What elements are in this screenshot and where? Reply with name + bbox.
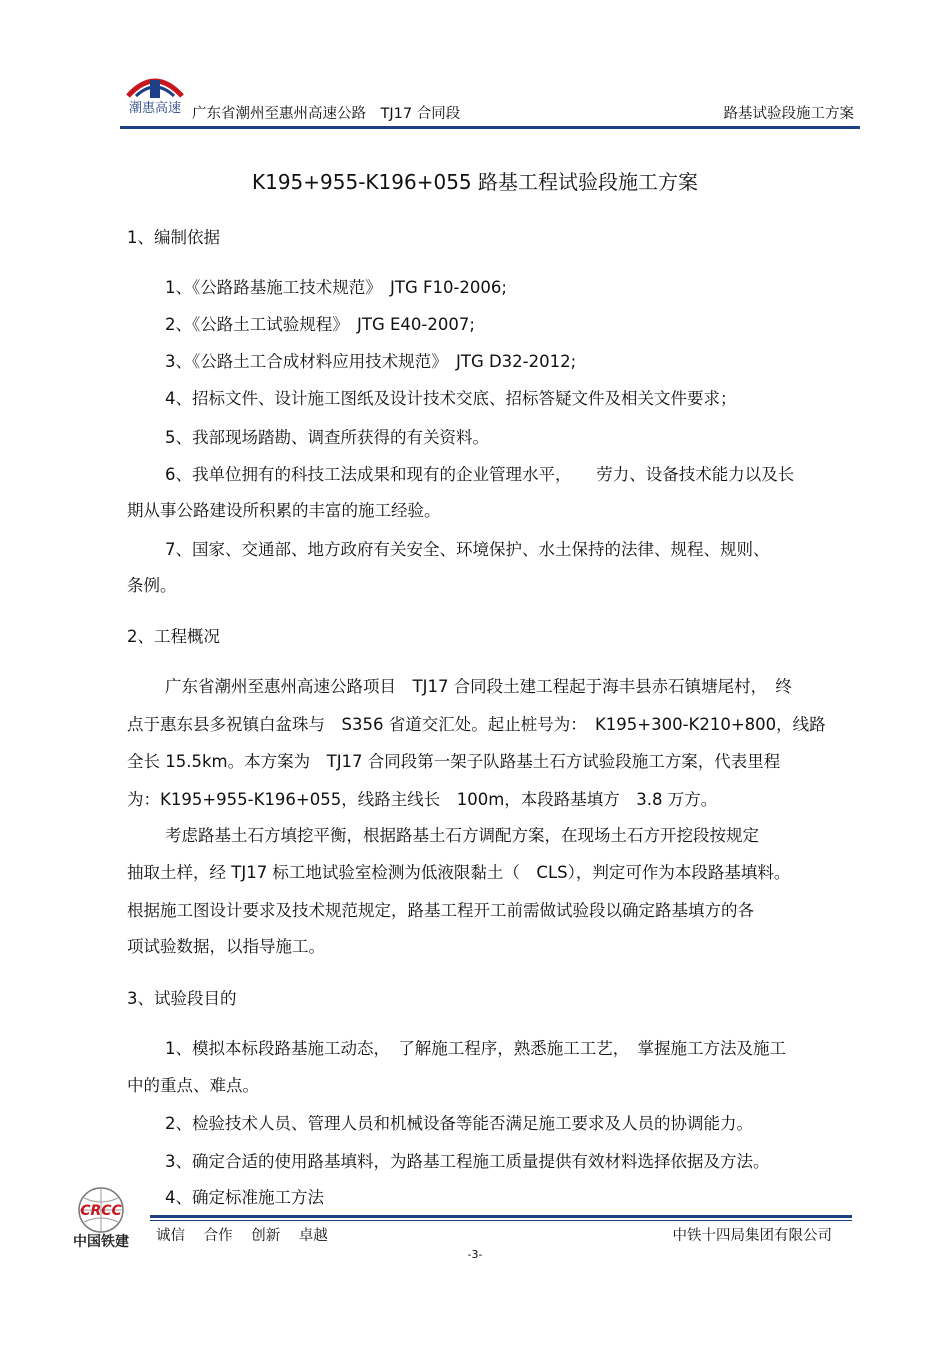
page-number: -3-	[467, 1248, 483, 1261]
list-item: 2、检验技术人员、管理人员和机械设备等能否满足施工要求及人员的协调能力。	[165, 1114, 753, 1133]
list-item: 6、我单位拥有的科技工法成果和现有的企业管理水平， 劳力、设备技术能力以及长	[165, 465, 795, 484]
page-title: K195+955-K196+055 路基工程试验段施工方案	[251, 170, 698, 194]
list-item: 4、确定标准施工方法	[165, 1188, 324, 1207]
paragraph-line: 考虑路基土石方填挖平衡，根据路基土石方调配方案，在现场土石方开挖段按规定	[165, 826, 759, 845]
list-item: 2、《公路土工试验规程》 JTG E40-2007;	[165, 315, 475, 334]
paragraph-line: 项试验数据，以指导施工。	[127, 937, 325, 956]
list-item: 1、模拟本标段路基施工动态， 了解施工程序，熟悉施工工艺， 掌握施工方法及施工	[165, 1039, 786, 1058]
svg-text:CRCC: CRCC	[80, 1203, 122, 1219]
paragraph-line: 根据施工图设计要求及技术规范规定，路基工程开工前需做试验段以确定路基填方的各	[127, 901, 754, 920]
list-item-cont: 条例。	[127, 576, 177, 595]
header-doc-title: 路基试验段施工方案	[723, 106, 854, 122]
paragraph-line: 抽取土样，经 TJ17 标工地试验室检测为低液限黏土（ CLS），判定可作为本段路基填料。	[127, 863, 791, 882]
paragraph-line: 广东省潮州至惠州高速公路项目 TJ17 合同段土建工程起于海丰县赤石镇塘尾村， 终	[165, 677, 792, 696]
svg-text:潮惠高速: 潮惠高速	[128, 101, 182, 116]
svg-text:中国铁建: 中国铁建	[73, 1234, 129, 1250]
list-item: 3、确定合适的使用路基填料，为路基工程施工质量提供有效材料选择依据及方法。	[165, 1152, 770, 1171]
section-heading: 3、试验段目的	[127, 989, 237, 1008]
paragraph-line: 点于惠东县多祝镇白盆珠与 S356 省道交汇处。起止桩号为： K195+300-K210+800，线路	[127, 715, 826, 734]
list-item: 7、国家、交通部、地方政府有关安全、环境保护、水土保持的法律、规程、规则、	[165, 540, 770, 559]
header-rule	[120, 126, 860, 129]
paragraph-line: 为：K195+955-K196+055，线路主线长 100m，本段路基填方 3.8 万方。	[127, 790, 718, 809]
list-item: 1、《公路路基施工技术规范》 JTG F10-2006;	[165, 278, 507, 297]
list-item: 4、招标文件、设计施工图纸及设计技术交底、招标答疑文件及相关文件要求；	[165, 389, 737, 408]
footer-company: 中铁十四局集团有限公司	[672, 1228, 832, 1244]
paragraph-line: 全长 15.5km。本方案为 TJ17 合同段第一架子队路基土石方试验段施工方案，代表里程	[127, 752, 781, 771]
section-heading: 1、编制依据	[127, 228, 220, 247]
footer-rule	[150, 1215, 852, 1218]
crcc-logo	[62, 1186, 140, 1250]
footer-rule-thin	[150, 1220, 852, 1221]
list-item-cont: 中的重点、难点。	[127, 1076, 259, 1095]
footer-motto: 诚信 合作 创新 卓越	[156, 1228, 328, 1244]
company-logo	[120, 66, 190, 126]
header-project: 广东省潮州至惠州高速公路 TJ17 合同段	[192, 106, 461, 122]
section-heading: 2、工程概况	[127, 627, 220, 646]
list-item: 3、《公路土工合成材料应用技术规范》 JTG D32-2012;	[165, 352, 577, 371]
list-item-cont: 期从事公路建设所积累的丰富的施工经验。	[127, 501, 441, 520]
list-item: 5、我部现场踏勘、调查所获得的有关资料。	[165, 428, 489, 447]
